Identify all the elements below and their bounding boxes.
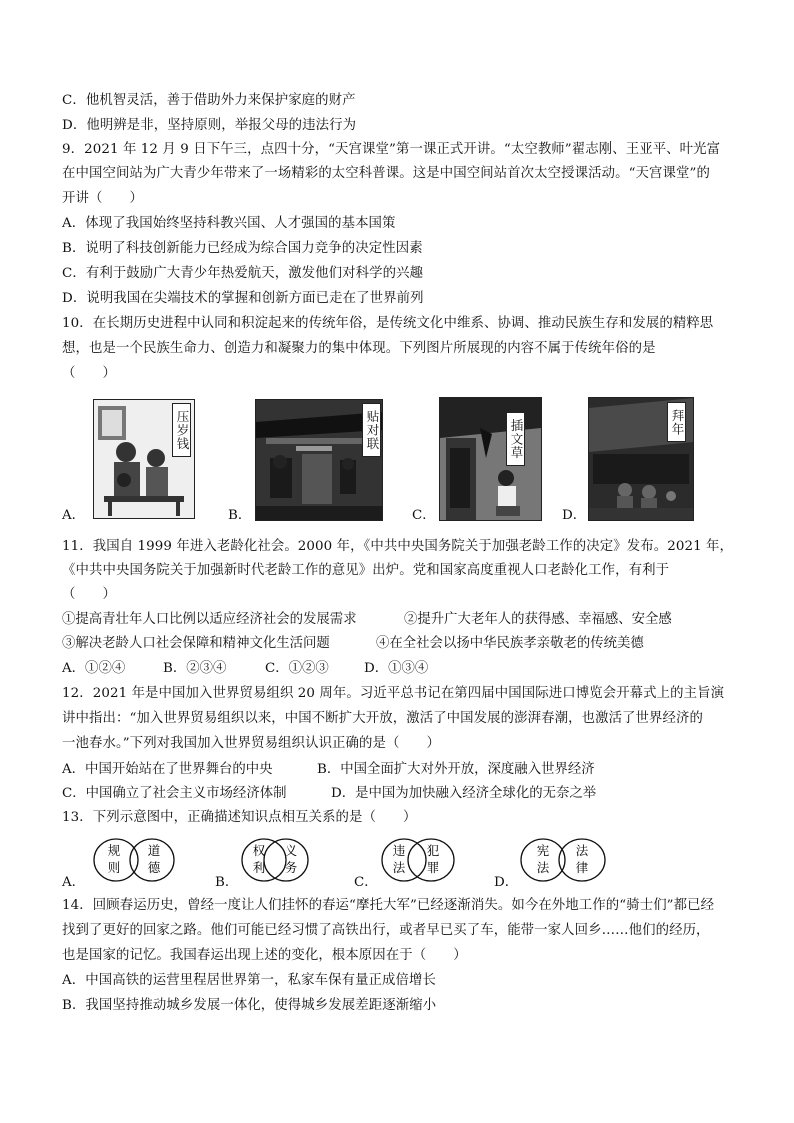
q10-picture-b [255,399,383,521]
q13-diagram-c-label[interactable]: C． [354,875,378,890]
q13-diagram-b [240,836,310,884]
q12-option-d[interactable]: D．是中国为加快融入经济全球化的无奈之举 [331,786,597,801]
q9-option-d[interactable]: D．说明我国在尖端技术的掌握和创新方面已走在了世界前列 [62,291,424,306]
q14-stem-line2: 找到了更好的回家之路。他们可能已经习惯了高铁出行，或者早已买了车，能带一家人回乡……他们的经历， [62,923,710,938]
q12-stem-line1: 12．2021 年是中国加入世界贸易组织 20 周年。习近平总书记在第四届中国国际进口博览会开幕式上的主旨演 [62,686,725,701]
q8-option-c[interactable]: C．他机智灵活，善于借助外力来保护家庭的财产 [62,93,356,108]
q13-d-left-2: 法 [536,860,550,875]
q10-pic-b-caption: 贴对联 [362,403,381,457]
q9-option-b[interactable]: B．说明了科技创新能力已经成为综合国力竞争的决定性因素 [62,241,423,256]
q11-stem-line1: 11．我国自 1999 年进入老龄化社会。2000 年，《中共中央国务院关于加强老龄工作的决定》发布。2021 年， [62,539,734,554]
q10-stem-line3: （ ） [62,366,116,381]
q11-option-a[interactable]: A．①②④ [62,661,126,676]
q13-c-left-1: 违 [392,843,406,858]
q10-picture-a [93,399,195,519]
q12-option-c[interactable]: C．中国确立了社会主义市场经济体制 [62,786,287,801]
q11-statement-1: ①提高青壮年人口比例以适应经济社会的发展需求 [62,612,357,627]
q12-stem-line3: 一池春水。”下列对我国加入世界贸易组织认识正确的是（ ） [62,736,440,751]
q11-option-d[interactable]: D．①③④ [364,661,429,676]
q10-pic-d-caption: 拜年 [667,402,686,442]
q11-statement-3: ③解决老龄人口社会保障和精神文化生活问题 [62,636,330,651]
q13-stem: 13．下列示意图中，正确描述知识点相互关系的是（ ） [62,810,417,825]
q10-pic-a-label[interactable]: A． [62,508,86,523]
q11-statement-2: ②提升广大老年人的获得感、幸福感、安全感 [404,612,672,627]
q13-d-right-2: 律 [575,860,589,875]
mugwort-illustration [440,398,541,520]
q13-b-left-2: 利 [252,860,266,875]
q10-pic-b-label[interactable]: B． [228,508,252,523]
q13-b-right-1: 义 [284,843,298,858]
q9-stem-line2: 在中国空间站为广大青少年带来了一场精彩的太空科普课。这是中国空间站首次太空授课活动。“天宫课堂”的 [62,166,710,181]
q14-option-b[interactable]: B．我国坚持推动城乡发展一体化，使得城乡发展差距逐渐缩小 [62,998,437,1013]
q13-b-left-1: 权 [252,843,266,858]
q14-stem-line3: 也是国家的记忆。我国春运出现上述的变化，根本原因在于（ ） [62,948,467,963]
q13-diagram-d [519,836,607,884]
q10-pic-c-caption: 插文草 [506,412,525,466]
q10-stem-line2: 想，也是一个民族生命力、创造力和凝聚力的集中体现。下列图片所展现的内容不属于传统年俗的是 [62,341,656,356]
q10-pic-d-label[interactable]: D． [562,508,587,523]
q12-option-b[interactable]: B．中国全面扩大对外开放，深度融入世界经济 [317,762,595,777]
q10-picture-c [439,397,542,521]
q11-stem-line2: 《中共中央国务院关于加强新时代老龄工作的意见》出炉。党和国家高度重视人口老龄化工作，有利于 [62,563,670,578]
q13-c-left-2: 法 [392,860,406,875]
q10-stem-line1: 10．在长期历史进程中认同和积淀起来的传统年俗，是传统文化中维系、协调、推动民族生存和发展的精粹思 [62,316,714,331]
q11-option-c[interactable]: C．①②③ [265,661,329,676]
q14-option-a[interactable]: A．中国高铁的运营里程居世界第一，私家车保有量正成倍增长 [62,973,437,988]
q11-statement-4: ④在全社会以扬中华民族孝亲敬老的传统美德 [376,636,644,651]
q12-stem-line2: 讲中指出：“加入世界贸易组织以来，中国不断扩大开放，激活了中国发展的澎湃春潮，也激活了世界经济的 [62,711,704,726]
q8-option-d[interactable]: D．他明辨是非，坚持原则，举报父母的违法行为 [62,118,357,133]
q13-d-right-1: 法 [575,843,589,858]
q13-diagram-d-label[interactable]: D． [494,875,519,890]
q10-pic-a-caption: 压岁钱 [172,403,191,457]
q13-diagram-b-label[interactable]: B． [215,875,239,890]
q9-stem-line1: 9．2021 年 12 月 9 日下午三，点四十分，“天宫课堂”第一课正式开讲。“太空教师”翟志刚、王亚平、叶光富 [62,142,721,157]
q14-stem-line1: 14．回顾春运历史，曾经一度让人们挂怀的春运“摩托大军”已经逐渐消失。如今在外地工作的“骑士们”都已经 [62,898,715,913]
q10-picture-d [588,397,694,521]
q13-d-left-1: 宪 [536,843,550,858]
q13-b-right-2: 务 [284,860,298,875]
q9-stem-line3: 开讲（ ） [62,191,143,206]
q9-option-c[interactable]: C．有利于鼓励广大青少年热爱航天，激发他们对科学的兴趣 [62,266,424,281]
q12-option-a[interactable]: A．中国开始站在了世界舞台的中央 [62,762,273,777]
q13-diagram-a-label[interactable]: A． [62,875,86,890]
q11-stem-line3: （ ） [62,587,116,602]
q13-c-right-1: 犯 [426,843,440,858]
q9-option-a[interactable]: A．体现了我国始终坚持科教兴国、人才强国的基本国策 [62,216,396,231]
q13-a-right-1: 道 [147,843,161,858]
q13-c-right-2: 罪 [426,860,440,875]
q10-pic-c-label[interactable]: C． [412,508,436,523]
q11-option-b[interactable]: B．②③④ [163,661,227,676]
q13-a-left-2: 则 [107,860,121,875]
q13-a-right-2: 德 [147,860,161,875]
q13-diagram-c [380,836,456,884]
q13-diagram-a [92,836,176,884]
q13-a-left-1: 规 [107,843,121,858]
